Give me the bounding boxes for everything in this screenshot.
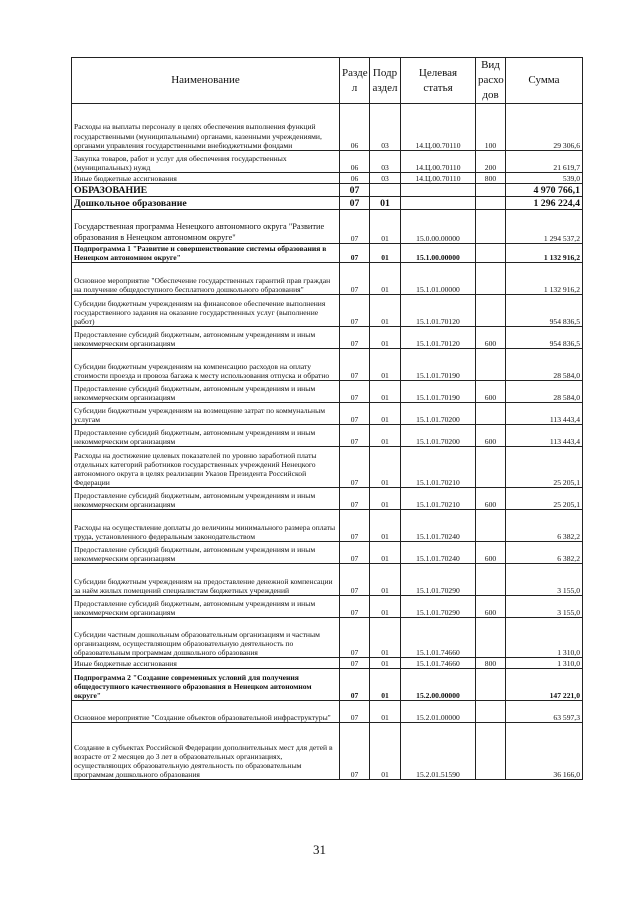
cell-sum: 539,0: [506, 173, 583, 184]
cell-vid: [476, 403, 506, 425]
cell-podrazdel: 01: [370, 618, 401, 658]
cell-razdel: 07: [340, 327, 370, 349]
header-sum: Сумма: [506, 58, 583, 104]
cell-target: 15.1.01.00000: [401, 263, 476, 295]
cell-vid: [476, 263, 506, 295]
cell-sum: 3 155,0: [506, 564, 583, 596]
cell-podrazdel: 01: [370, 723, 401, 780]
cell-vid: 800: [476, 658, 506, 669]
table-row: [72, 381, 583, 403]
cell-sum: 25 205,1: [506, 488, 583, 510]
cell-target: [401, 184, 476, 197]
cell-sum: 21 619,7: [506, 151, 583, 173]
cell-target: 15.1.01.70200: [401, 403, 476, 425]
cell-sum: 954 836,5: [506, 327, 583, 349]
cell-target: 15.1.01.70190: [401, 381, 476, 403]
cell-target: 15.0.00.00000: [401, 210, 476, 244]
table-row: [72, 510, 583, 542]
cell-razdel: 06: [340, 104, 370, 151]
cell-razdel: 07: [340, 184, 370, 197]
cell-name: Субсидии частным дошкольным образовательным организациям и частным организациям, осуществляющим образовательную деятельность по образовательным программам дошкольного образования: [72, 618, 340, 658]
cell-name: Подпрограмма 1 "Развитие и совершенствование системы образования в Ненецком автономном округе": [72, 244, 340, 263]
cell-sum: 36 166,0: [506, 723, 583, 780]
cell-target: 15.1.01.70120: [401, 327, 476, 349]
cell-podrazdel: 01: [370, 327, 401, 349]
cell-podrazdel: [370, 184, 401, 197]
cell-target: 15.1.01.70210: [401, 488, 476, 510]
cell-sum: 6 382,2: [506, 542, 583, 564]
cell-target: 15.1.01.70240: [401, 542, 476, 564]
cell-target: 15.1.01.70290: [401, 596, 476, 618]
cell-name: Подпрограмма 2 "Создание современных условий для получения общедоступного качественного образования в Ненецком автономном округе": [72, 669, 340, 701]
cell-name: Предоставление субсидий бюджетным, автономным учреждениям и иным некоммерческим организациям: [72, 488, 340, 510]
cell-podrazdel: 01: [370, 381, 401, 403]
table-row: [72, 488, 583, 510]
cell-vid: 200: [476, 151, 506, 173]
cell-podrazdel: 01: [370, 510, 401, 542]
cell-name: Предоставление субсидий бюджетным, автономным учреждениям и иным некоммерческим организациям: [72, 425, 340, 447]
cell-name: Иные бюджетные ассигнования: [72, 173, 340, 184]
cell-vid: [476, 210, 506, 244]
table-row: [72, 447, 583, 488]
cell-vid: [476, 184, 506, 197]
cell-vid: 100: [476, 104, 506, 151]
cell-razdel: 07: [340, 564, 370, 596]
cell-vid: [476, 564, 506, 596]
cell-razdel: 07: [340, 701, 370, 723]
cell-name: Предоставление субсидий бюджетным, автономным учреждениям и иным некоммерческим организациям: [72, 381, 340, 403]
table-row: [72, 263, 583, 295]
budget-table: [71, 57, 583, 780]
cell-podrazdel: 01: [370, 447, 401, 488]
cell-podrazdel: 01: [370, 349, 401, 381]
cell-target: [401, 197, 476, 210]
cell-podrazdel: 01: [370, 669, 401, 701]
table-row: [72, 425, 583, 447]
page-number: 31: [313, 842, 326, 857]
table-row: [72, 723, 583, 780]
cell-target: 15.2.01.00000: [401, 701, 476, 723]
cell-podrazdel: 01: [370, 488, 401, 510]
cell-podrazdel: 03: [370, 173, 401, 184]
table-header-row: [72, 58, 583, 104]
cell-vid: [476, 723, 506, 780]
cell-target: 15.1.01.74660: [401, 658, 476, 669]
cell-name: Субсидии бюджетным учреждениям на предоставление денежной компенсации за наём жилых помещений специалистам бюджетных учреждений: [72, 564, 340, 596]
cell-vid: [476, 244, 506, 263]
budget-table-sheet: [71, 57, 582, 780]
cell-target: 15.1.01.74660: [401, 618, 476, 658]
header-razdel: Разде л: [340, 58, 370, 104]
cell-podrazdel: 01: [370, 596, 401, 618]
cell-sum: 113 443,4: [506, 403, 583, 425]
cell-razdel: 06: [340, 173, 370, 184]
cell-razdel: 07: [340, 488, 370, 510]
cell-target: 14.Ц.00.70110: [401, 151, 476, 173]
table-row: [72, 701, 583, 723]
cell-vid: 600: [476, 488, 506, 510]
cell-vid: 600: [476, 596, 506, 618]
cell-podrazdel: 01: [370, 564, 401, 596]
cell-name: Расходы на достижение целевых показателей по уровню заработной платы отдельных категорий работников государственных учреждений Ненецкого автономного округа в целях реализации Указов Президента Российской Федерации: [72, 447, 340, 488]
cell-name: Предоставление субсидий бюджетным, автономным учреждениям и иным некоммерческим организациям: [72, 542, 340, 564]
cell-podrazdel: 01: [370, 263, 401, 295]
cell-sum: 3 155,0: [506, 596, 583, 618]
cell-podrazdel: 01: [370, 542, 401, 564]
table-row: [72, 564, 583, 596]
cell-razdel: 07: [340, 542, 370, 564]
table-row: [72, 658, 583, 669]
cell-vid: 600: [476, 542, 506, 564]
cell-sum: 6 382,2: [506, 510, 583, 542]
cell-vid: [476, 349, 506, 381]
cell-podrazdel: 03: [370, 151, 401, 173]
cell-name: Основное мероприятие "Обеспечение государственных гарантий прав граждан на получение общедоступного бесплатного дошкольного образования": [72, 263, 340, 295]
cell-podrazdel: 01: [370, 701, 401, 723]
table-row: [72, 403, 583, 425]
table-row: [72, 104, 583, 151]
cell-vid: [476, 701, 506, 723]
cell-vid: 600: [476, 381, 506, 403]
cell-name: Субсидии бюджетным учреждениям на финансовое обеспечение выполнения государственного задания на оказание государственных услуг (выполнение работ): [72, 295, 340, 327]
cell-name: Предоставление субсидий бюджетным, автономным учреждениям и иным некоммерческим организациям: [72, 596, 340, 618]
cell-target: 15.1.01.70290: [401, 564, 476, 596]
cell-vid: [476, 295, 506, 327]
cell-name: Основное мероприятие "Создание объектов образовательной инфраструктуры": [72, 701, 340, 723]
cell-target: 14.Ц.00.70110: [401, 173, 476, 184]
cell-sum: 113 443,4: [506, 425, 583, 447]
cell-sum: 28 584,0: [506, 381, 583, 403]
cell-target: 15.1.01.70240: [401, 510, 476, 542]
cell-sum: 28 584,0: [506, 349, 583, 381]
table-row: [72, 618, 583, 658]
cell-vid: 600: [476, 425, 506, 447]
cell-name: Дошкольное образование: [72, 197, 340, 210]
cell-razdel: 07: [340, 295, 370, 327]
cell-razdel: 07: [340, 197, 370, 210]
cell-target: 15.1.01.70190: [401, 349, 476, 381]
cell-target: 15.2.01.51590: [401, 723, 476, 780]
table-row: [72, 542, 583, 564]
cell-sum: 1 310,0: [506, 618, 583, 658]
cell-razdel: 07: [340, 658, 370, 669]
header-podrazdel: Подр аздел: [370, 58, 401, 104]
cell-sum: 29 306,6: [506, 104, 583, 151]
header-vid: Вид расхо дов: [476, 58, 506, 104]
table-row: [72, 295, 583, 327]
cell-vid: 600: [476, 327, 506, 349]
cell-name: Государственная программа Ненецкого автономного округа "Развитие образования в Ненецком автономном округе": [72, 210, 340, 244]
table-row: [72, 210, 583, 244]
cell-vid: [476, 618, 506, 658]
cell-podrazdel: 01: [370, 210, 401, 244]
table-row: [72, 244, 583, 263]
table-row: [72, 173, 583, 184]
cell-razdel: 07: [340, 381, 370, 403]
cell-sum: 63 597,3: [506, 701, 583, 723]
cell-name: Расходы на осуществление доплаты до величины минимального размера оплаты труда, установленного федеральным законодательством: [72, 510, 340, 542]
cell-vid: [476, 510, 506, 542]
cell-razdel: 07: [340, 263, 370, 295]
table-row: [72, 596, 583, 618]
cell-podrazdel: 01: [370, 197, 401, 210]
cell-target: 15.1.01.70210: [401, 447, 476, 488]
table-row: [72, 669, 583, 701]
cell-name: ОБРАЗОВАНИЕ: [72, 184, 340, 197]
cell-razdel: 07: [340, 723, 370, 780]
cell-razdel: 07: [340, 403, 370, 425]
cell-name: Расходы на выплаты персоналу в целях обеспечения выполнения функций государственными (муниципальными) органами, казенными учреждениями, органами управления государственными внебюджетными фондами: [72, 104, 340, 151]
cell-podrazdel: 03: [370, 104, 401, 151]
cell-podrazdel: 01: [370, 425, 401, 447]
cell-podrazdel: 01: [370, 244, 401, 263]
cell-vid: [476, 669, 506, 701]
cell-podrazdel: 01: [370, 658, 401, 669]
cell-target: 15.1.01.70120: [401, 295, 476, 327]
cell-sum: 1 132 916,2: [506, 244, 583, 263]
cell-target: 14.Ц.00.70110: [401, 104, 476, 151]
cell-sum: 1 294 537,2: [506, 210, 583, 244]
table-row: [72, 197, 583, 210]
header-name: Наименование: [72, 58, 340, 104]
cell-target: 15.1.01.70200: [401, 425, 476, 447]
cell-razdel: 07: [340, 447, 370, 488]
cell-name: Закупка товаров, работ и услуг для обеспечения государственных (муниципальных) нужд: [72, 151, 340, 173]
cell-name: Субсидии бюджетным учреждениям на возмещение затрат по коммунальным услугам: [72, 403, 340, 425]
header-target: Целевая статья: [401, 58, 476, 104]
cell-razdel: 07: [340, 510, 370, 542]
cell-razdel: 07: [340, 349, 370, 381]
cell-vid: 800: [476, 173, 506, 184]
cell-vid: [476, 197, 506, 210]
cell-name: Субсидии бюджетным учреждениям на компенсацию расходов на оплату стоимости проезда и провоза багажа к месту использования отпуска и обратно: [72, 349, 340, 381]
cell-razdel: 07: [340, 669, 370, 701]
table-row: [72, 151, 583, 173]
cell-name: Иные бюджетные ассигнования: [72, 658, 340, 669]
cell-target: 15.1.00.00000: [401, 244, 476, 263]
table-row: [72, 327, 583, 349]
cell-razdel: 07: [340, 244, 370, 263]
cell-razdel: 07: [340, 425, 370, 447]
cell-sum: 1 310,0: [506, 658, 583, 669]
cell-sum: 147 221,0: [506, 669, 583, 701]
cell-razdel: 07: [340, 210, 370, 244]
cell-name: Предоставление субсидий бюджетным, автономным учреждениям и иным некоммерческим организациям: [72, 327, 340, 349]
cell-sum: 1 132 916,2: [506, 263, 583, 295]
cell-target: 15.2.00.00000: [401, 669, 476, 701]
table-row: [72, 184, 583, 197]
cell-sum: 954 836,5: [506, 295, 583, 327]
cell-vid: [476, 447, 506, 488]
cell-sum: 25 205,1: [506, 447, 583, 488]
cell-podrazdel: 01: [370, 403, 401, 425]
cell-razdel: 07: [340, 618, 370, 658]
cell-podrazdel: 01: [370, 295, 401, 327]
cell-sum: 1 296 224,4: [506, 197, 583, 210]
cell-razdel: 07: [340, 596, 370, 618]
cell-name: Создание в субъектах Российской Федерации дополнительных мест для детей в возрасте от 2 месяцев до 3 лет в образовательных организациях, осуществляющих образовательную деятельность по образовательным программам дошкольного образования: [72, 723, 340, 780]
cell-sum: 4 970 766,1: [506, 184, 583, 197]
cell-razdel: 06: [340, 151, 370, 173]
table-row: [72, 349, 583, 381]
